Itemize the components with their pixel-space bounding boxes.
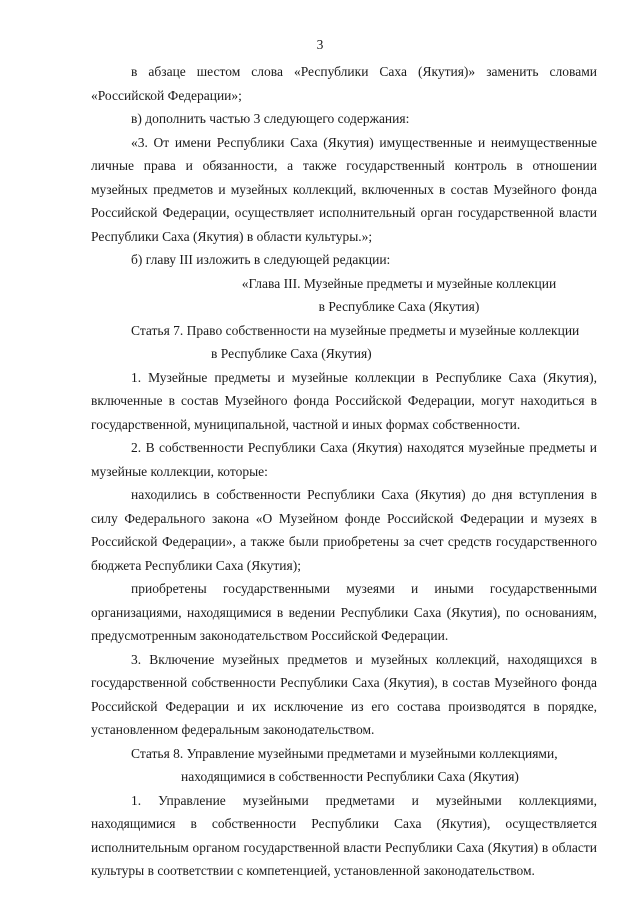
- article-7-title: [91, 319, 597, 366]
- article-8-title-line-2: находящимися в собственности Республики Саха (Якутия): [181, 769, 519, 784]
- article-7-clause-1: 1. Музейные предметы и музейные коллекции в Республике Саха (Якутия), включенные в состав Музейного фонда Российской Федерации, могут находиться в государственной, муниципальной, частной и иных формах собственности.: [91, 369, 597, 432]
- article-8-title-line-1: Статья 8. Управление музейными предметами и музейными коллекциями,: [131, 745, 558, 761]
- article-7-clause-3: 3. Включение музейных предметов и музейных коллекций, находящихся в государственной собственности Республики Саха (Якутия), в состав Музейного фонда Российской Федерации и их исключение из его состава производятся в порядке, установленном федеральным законодательством.: [91, 651, 597, 737]
- article-8-clause-1: 1. Управление музейными предметами и музейными коллекциями, находящимися в собственности Республики Саха (Якутия), осуществляется исполнительным органом государственной власти Республики Саха (Якутия) в области культуры в соответствии с компетенцией, установленной законодательством.: [91, 792, 597, 878]
- article-8-title: [91, 742, 597, 789]
- article-7-clause-2-item-1: находились в собственности Республики Саха (Якутия) до дня вступления в силу Федерального закона «О Музейном фонде Российской Федерации и музеях в Российской Федерации», а также были приобретены за счет средств государственного бюджета Республики Саха (Якутия);: [91, 487, 597, 573]
- page-number: 3: [316, 37, 324, 52]
- chapter-title-line-2: в Республике Саха (Якутия): [318, 299, 480, 314]
- document-body: [91, 60, 597, 883]
- article-7-title-line-1: Статья 7. Право собственности на музейные предметы и музейные коллекции: [131, 322, 580, 338]
- article-7-clause-2: 2. В собственности Республики Саха (Якутия) находятся музейные предметы и музейные коллекции, которые:: [91, 440, 597, 479]
- paragraph-part-3-text: «3. От имени Республики Саха (Якутия) имущественные и неимущественные личные права и обязанности, а также государственный контроль в отношении музейных предметов и музейных коллекций, включенных в состав Музейного фонда Российской Федерации, осуществляет исполнительный орган государственной власти Республики Саха (Якутия) в области культуры.»;: [91, 134, 597, 244]
- chapter-title-line-1: «Глава III. Музейные предметы и музейные коллекции: [241, 275, 557, 291]
- paragraph-chapter-3-intro: б) главу III изложить в следующей редакции:: [131, 252, 391, 267]
- paragraph-amend-sixth: в абзаце шестом слова «Республики Саха (Якутия)» заменить словами «Российской Федерации»;: [91, 64, 597, 103]
- article-7-title-line-2: в Республике Саха (Якутия): [211, 346, 372, 361]
- paragraph-add-part-3: в) дополнить частью 3 следующего содержания:: [131, 111, 410, 126]
- article-7-clause-2-item-2: приобретены государственными музеями и иными государственными организациями, находящимися в ведении Республики Саха (Якутия), по основаниям, предусмотренным законодательством Российской Федерации.: [91, 581, 597, 643]
